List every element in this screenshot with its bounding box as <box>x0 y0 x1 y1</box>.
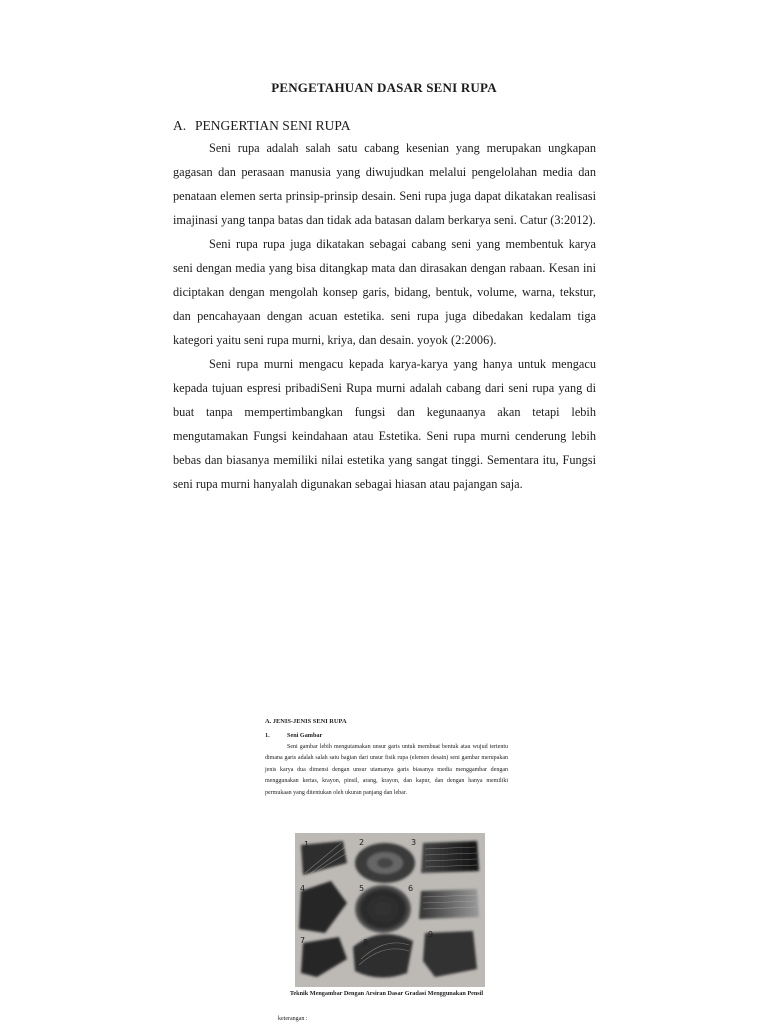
swatch-label: 7 <box>300 936 306 945</box>
swatch-label: 5 <box>359 884 365 893</box>
inset-subheading <box>265 730 508 742</box>
embedded-page <box>265 716 508 799</box>
body-text <box>173 136 596 496</box>
swatch-label: 2 <box>359 838 365 847</box>
shading-swatch-6 <box>419 889 479 919</box>
swatch-label: 9 <box>428 930 434 939</box>
note-label: keterangan : <box>278 1016 308 1022</box>
inset-paragraph-text: Seni gambar lebih mengutamakan unsur garis untuk membuat bentuk atau wujud tertentu dimana garis adalah salah satu bagian dari unsur fisik rupa (elemen desain) seni gambar merupakan jenis karya dua dimensi dengan unsur utamanya garis biasanya media menggambar dengan menggunakan kertas, krayon, pinsil, arang, krayon, dan kapur, dan dengan hanya memiliki permukaan yang ditentukan oleh ukuran panjang dan lebar. <box>265 744 508 796</box>
swatch-label: 6 <box>408 884 414 893</box>
page-title: PENGETAHUAN DASAR SENI RUPA <box>271 80 497 95</box>
section-heading <box>173 118 350 134</box>
section-title: PENGERTIAN SENI RUPA <box>195 118 351 133</box>
figure-caption: Teknik Mengambar Dengan Arsiran Dasar Gradasi Menggunakan Pensil <box>289 990 484 997</box>
swatch-label: 4 <box>300 884 306 893</box>
paragraph: Seni rupa adalah salah satu cabang kesenian yang merupakan ungkapan gagasan dan perasaan manusia yang diwujudkan melalui pengelolahan media dan penataan elemen serta prinsip-prinsip desain. Seni rupa juga dapat dikatakan realisasi imajinasi yang tanpa batas dan tidak ada batasan dalam berkarya seni. Catur (3:2012). <box>173 141 596 227</box>
swatch-label: 3 <box>411 838 417 847</box>
inset-subheading-number: 1. <box>265 732 270 739</box>
inset-paragraph <box>265 742 508 799</box>
inset-subheading-title: Seni Gambar <box>287 732 323 739</box>
shading-swatch-3 <box>421 841 479 873</box>
shading-technique-photo <box>295 833 485 987</box>
swatch-label: 1 <box>304 840 310 849</box>
section-number: A. <box>173 118 187 133</box>
paragraph: Seni rupa rupa juga dikatakan sebagai cabang seni yang membentuk karya seni dengan media yang bisa ditangkap mata dan dirasakan dengan rabaan. Kesan ini diciptakan dengan mengolah konsep garis, bidang, bentuk, volume, warna, tekstur, dan pencahayaan dengan acuan estetika. seni rupa juga dibedakan kedalam tiga kategori yaitu seni rupa murni, kriya, dan desain. yoyok (2:2006). <box>173 237 596 347</box>
paragraph: Seni rupa murni mengacu kepada karya-karya yang hanya untuk mengacu kepada tujuan espresi pribadiSeni Rupa murni adalah cabang dari seni rupa yang di buat tanpa mempertimbangkan fungsi dan kegunaanya akan tetapi lebih mengutamakan Fungsi keindahaan atau Estetika. Seni rupa murni cenderung lebih bebas dan biasanya memiliki nilai estetika yang sangat tinggi. Sementara itu, Fungsi seni rupa murni hanyalah digunakan sebagai hiasan atau pajangan saja. <box>173 357 596 491</box>
inset-heading: A. JENIS-JENIS SENI RUPA <box>265 718 347 725</box>
swatch-label: 8 <box>363 938 369 947</box>
